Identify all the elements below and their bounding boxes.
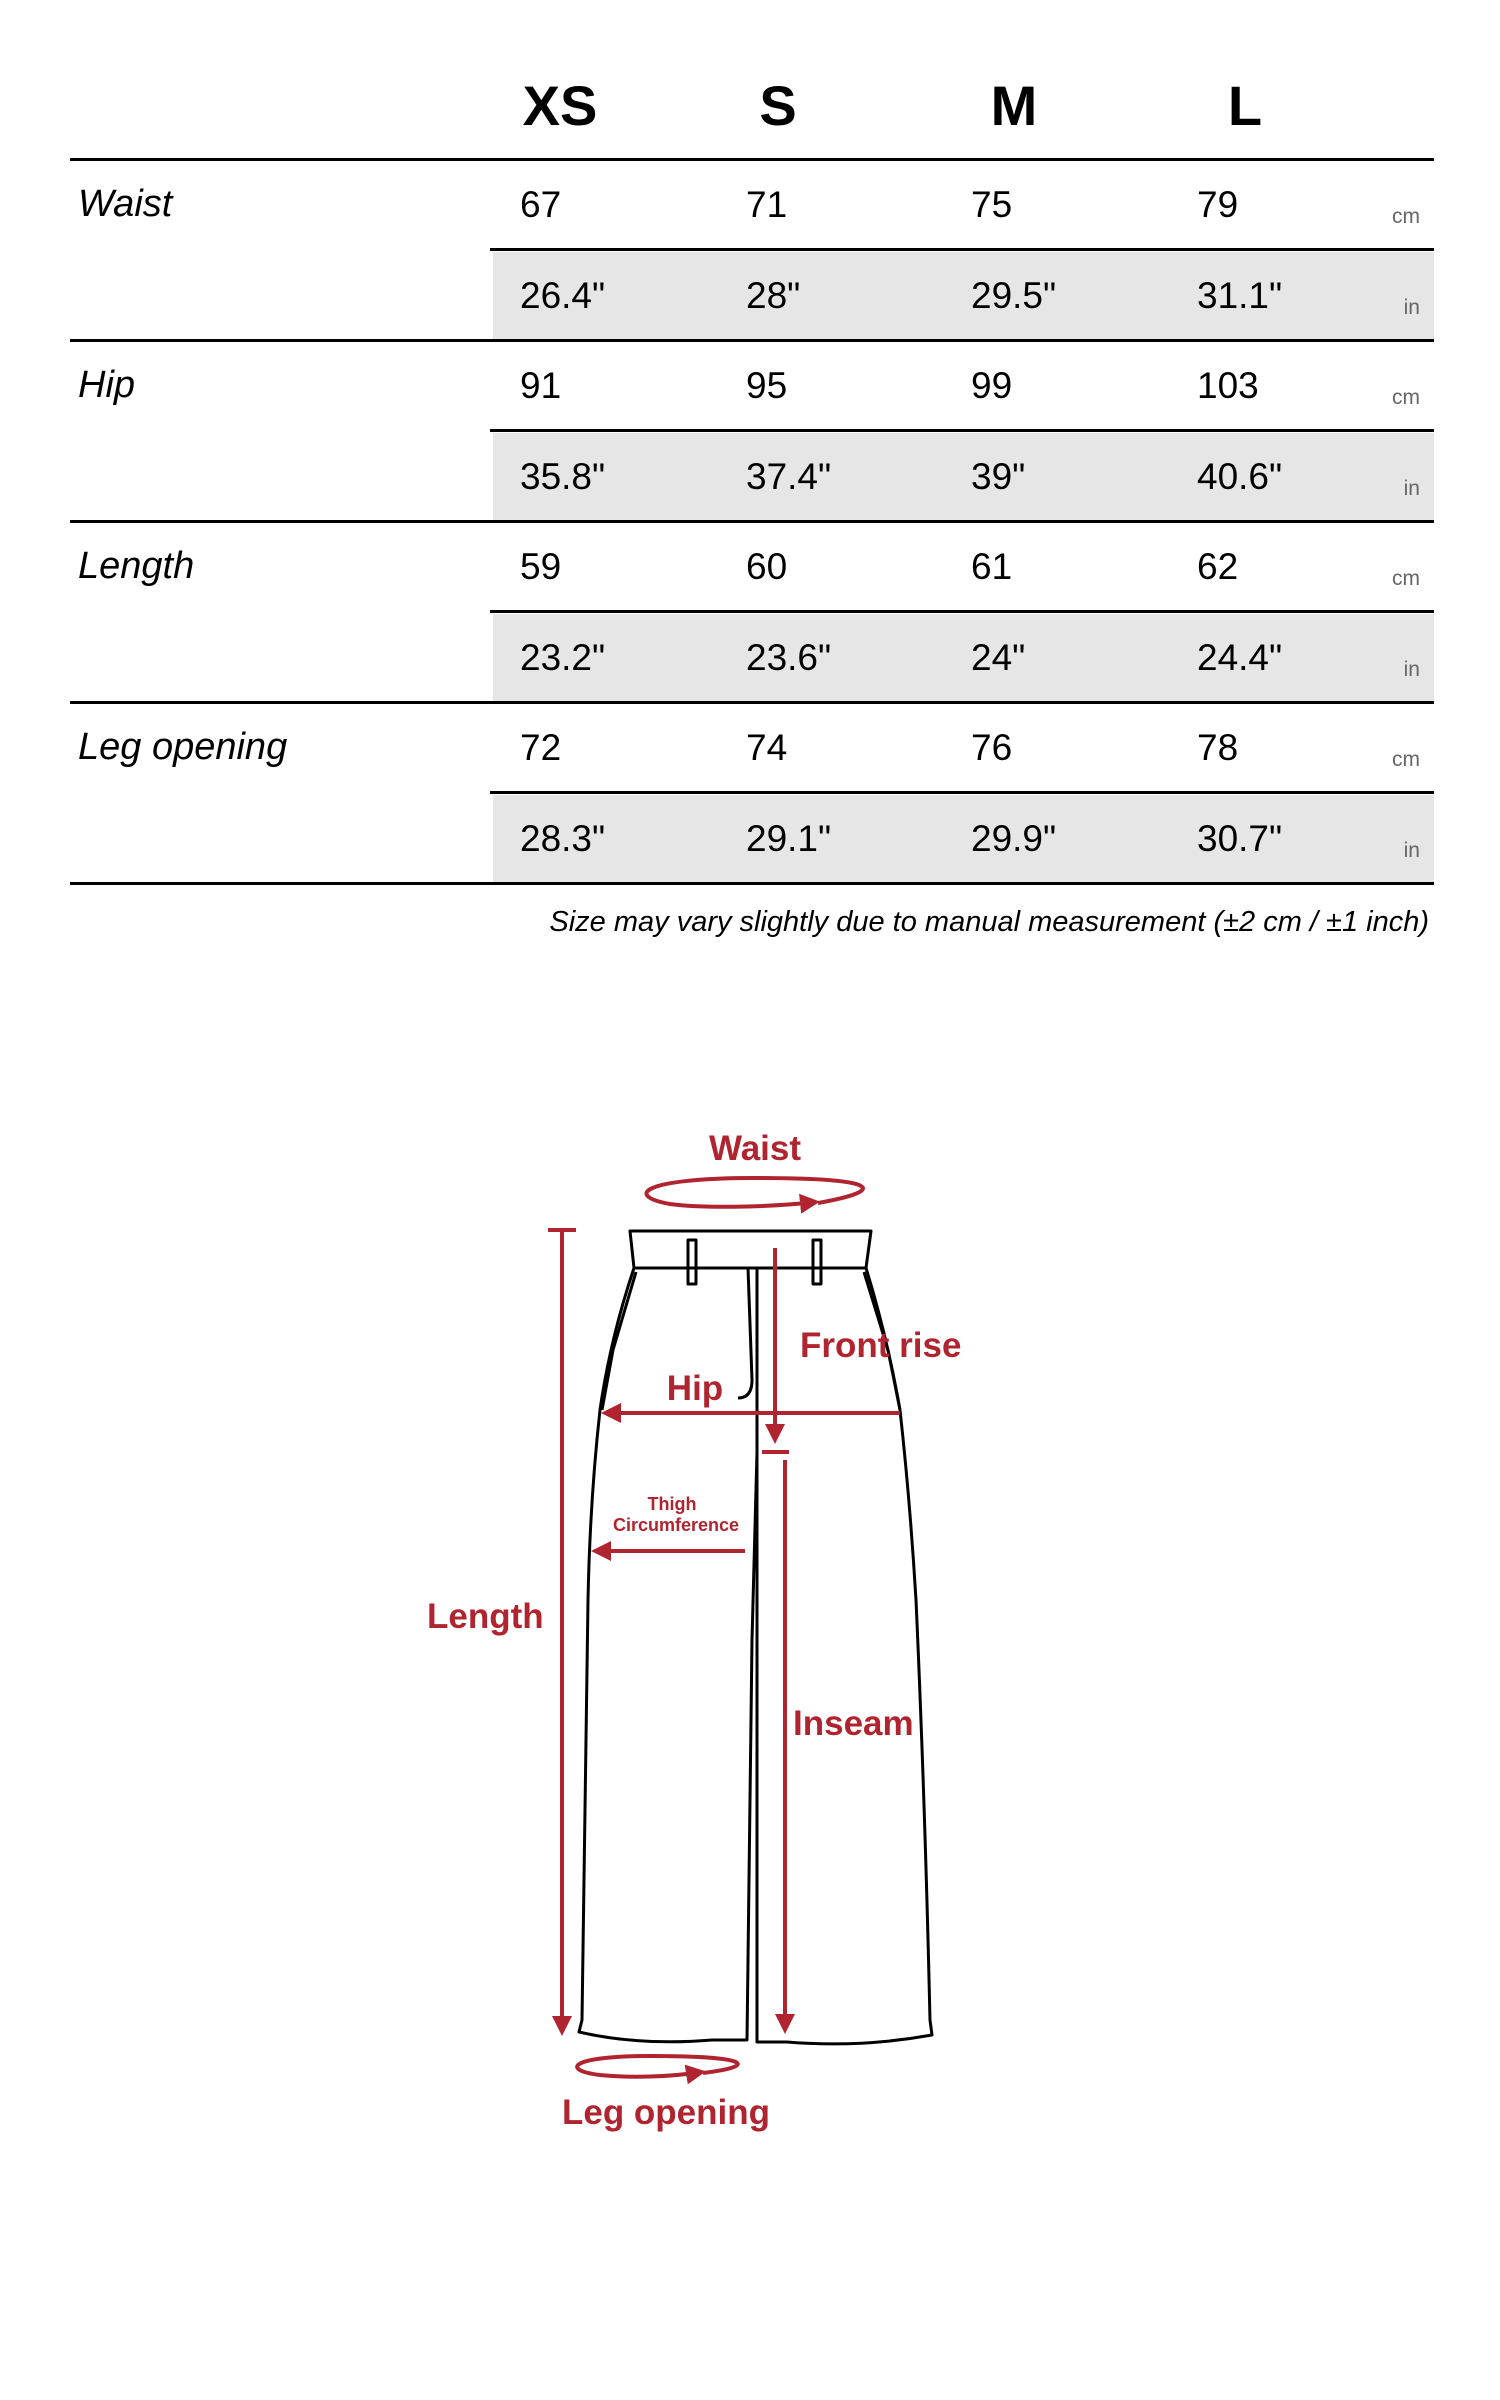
table-cell: 23.2" <box>520 637 606 678</box>
table-cell: 28.3" <box>520 818 606 859</box>
size-header-xs: XS <box>522 74 598 137</box>
size-header-l: L <box>1227 74 1263 137</box>
table-cell: 24" <box>971 637 1026 678</box>
table-cell: 31.1" <box>1197 275 1283 316</box>
unit-in: in <box>1403 658 1420 681</box>
diagram-label-waist: Waist <box>708 1129 802 1168</box>
diagram-label-inseam: Inseam <box>793 1704 914 1743</box>
table-cell: 99 <box>971 365 1013 406</box>
row-label-hip: Hip <box>78 364 136 406</box>
size-header-s: S <box>759 74 797 137</box>
diagram-label-length: Length <box>427 1597 544 1636</box>
measurement-note: Size may vary slightly due to manual measurement (±2 cm / ±1 inch) <box>549 906 1429 938</box>
diagram-label-leg-opening: Leg opening <box>561 2093 771 2132</box>
unit-cm: cm <box>1392 386 1420 409</box>
table-cell: 28" <box>746 275 801 316</box>
table-cell: 24.4" <box>1197 637 1283 678</box>
size-header-m: M <box>990 74 1038 137</box>
row-label-length: Length <box>78 545 195 587</box>
unit-in: in <box>1403 296 1420 319</box>
table-cell: 35.8" <box>520 456 606 497</box>
table-cell: 29.5" <box>971 275 1057 316</box>
table-cell: 29.1" <box>746 818 832 859</box>
unit-in: in <box>1403 839 1420 862</box>
diagram-label-front-rise: Front rise <box>800 1326 962 1365</box>
table-cell: 60 <box>746 546 788 587</box>
table-cell: 71 <box>746 184 788 225</box>
row-label-leg-opening: Leg opening <box>78 726 288 768</box>
table-cell: 37.4" <box>746 456 832 497</box>
row-label-waist: Waist <box>78 183 173 225</box>
table-cell: 75 <box>971 184 1013 225</box>
diagram-label-hip: Hip <box>666 1369 724 1408</box>
unit-cm: cm <box>1392 748 1420 771</box>
unit-cm: cm <box>1392 205 1420 228</box>
table-cell: 95 <box>746 365 788 406</box>
table-cell: 29.9" <box>971 818 1057 859</box>
table-cell: 76 <box>971 727 1013 768</box>
table-cell: 103 <box>1197 365 1259 406</box>
table-cell: 78 <box>1197 727 1239 768</box>
table-cell: 23.6" <box>746 637 832 678</box>
diagram-label-thigh-line1: Thigh <box>647 1494 697 1514</box>
table-cell: 26.4" <box>520 275 606 316</box>
table-cell: 40.6" <box>1197 456 1283 497</box>
unit-in: in <box>1403 477 1420 500</box>
table-cell: 79 <box>1197 184 1239 225</box>
table-cell: 62 <box>1197 546 1239 587</box>
table-cell: 91 <box>520 365 562 406</box>
table-cell: 72 <box>520 727 562 768</box>
diagram-label-thigh-line2: Circumference <box>612 1515 740 1535</box>
unit-cm: cm <box>1392 567 1420 590</box>
table-cell: 59 <box>520 546 562 587</box>
measurement-arrows <box>548 1178 900 2077</box>
table-cell: 61 <box>971 546 1013 587</box>
table-cell: 30.7" <box>1197 818 1283 859</box>
table-cell: 39" <box>971 456 1026 497</box>
table-cell: 67 <box>520 184 562 225</box>
table-cell: 74 <box>746 727 788 768</box>
